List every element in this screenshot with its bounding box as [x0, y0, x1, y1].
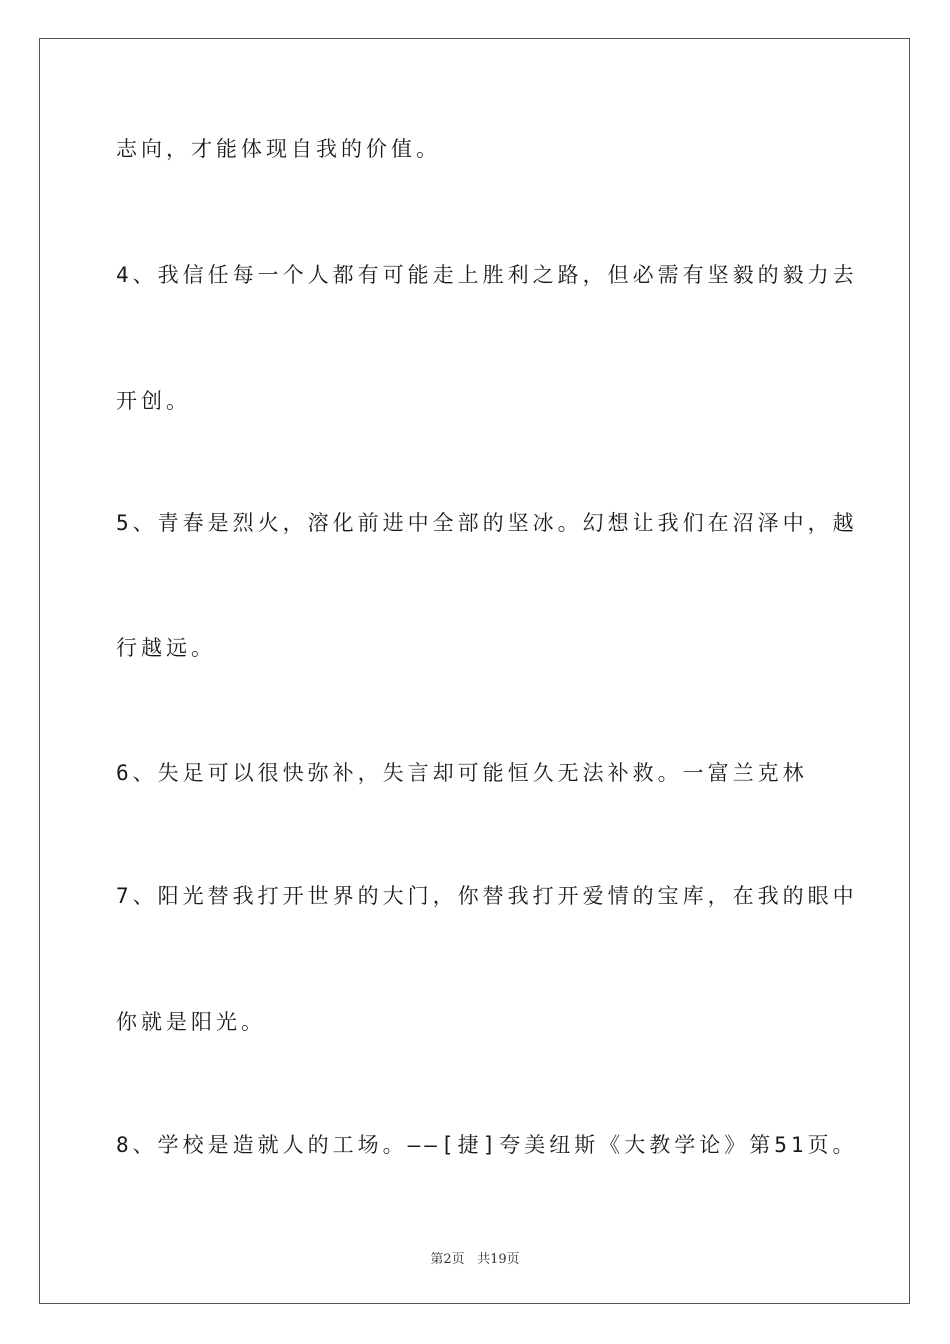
- text-line: 你就是阳光。: [116, 1010, 266, 1034]
- text-line: 7、阳光替我打开世界的大门，你替我打开爱情的宝库，在我的眼中: [116, 884, 858, 908]
- text-line: 志向，才能体现自我的价值。: [116, 137, 441, 161]
- text-line: 6、失足可以很快弥补，失言却可能恒久无法补救。一富兰克林: [116, 761, 808, 785]
- text-line: 4、我信任每一个人都有可能走上胜利之路，但必需有坚毅的毅力去: [116, 263, 858, 287]
- text-line: 5、青春是烈火，溶化前进中全部的坚冰。幻想让我们在沼泽中，越: [116, 511, 858, 535]
- text-line: 8、学校是造就人的工场。——[捷]夸美纽斯《大教学论》第51页。: [116, 1133, 858, 1157]
- text-line: 开创。: [116, 389, 191, 413]
- page-total: 共19页: [477, 1252, 520, 1267]
- page-frame: [39, 38, 910, 1304]
- page-number: 第2页: [430, 1252, 465, 1267]
- text-line: 行越远。: [116, 636, 216, 660]
- page-footer: [0, 1248, 950, 1267]
